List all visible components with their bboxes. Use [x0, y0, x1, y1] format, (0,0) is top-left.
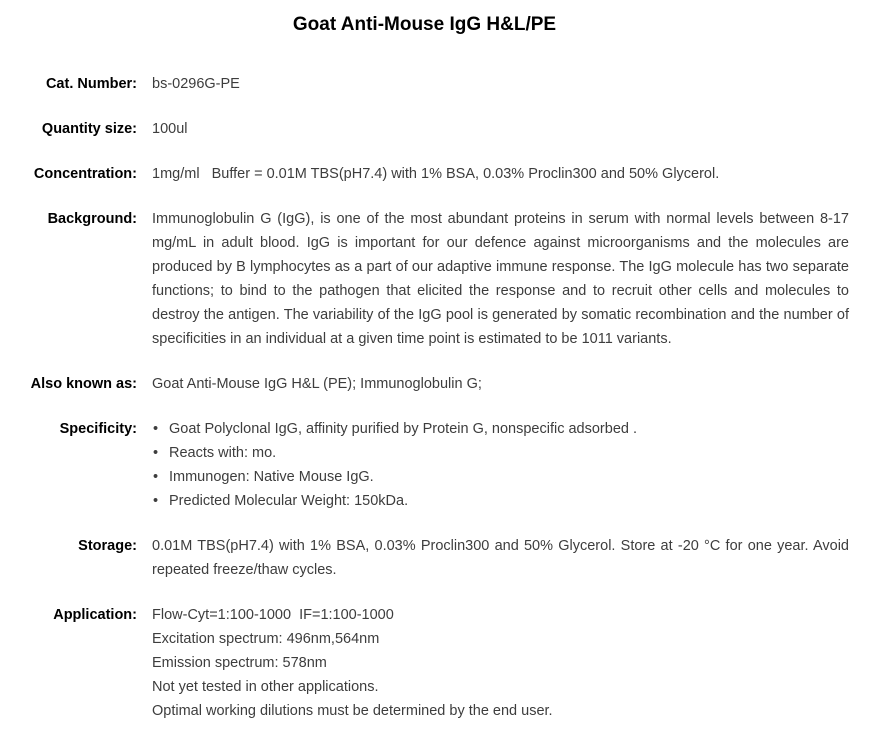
quantity-size-value: 100ul	[152, 121, 188, 137]
also-known-as-label: Also known as:	[30, 376, 137, 392]
cat-number-label: Cat. Number:	[45, 76, 137, 92]
specificity-item: • Goat Polyclonal IgG, affinity purified by Protein G, nonspecific adsorbed .	[152, 417, 849, 441]
field-row-also-known-as	[0, 372, 849, 396]
concentration-label: Concentration:	[33, 166, 137, 182]
cat-number-value: bs-0296G-PE	[152, 76, 240, 92]
application-line: Not yet tested in other applications.	[152, 679, 379, 695]
background-value: Immunoglobulin G (IgG), is one of the most abundant proteins in serum with normal levels between 8-17 mg/mL in adult blood. IgG is important for our defence against microorganisms and the molecules are produced by B lymphocytes as a part of our adaptive immune response. The IgG molecule has two separate functions; to bind to the pathogen that elicited the response and to recruit other cells and molecules to destroy the antigen. The variability of the IgG pool is generated by somatic recombination and the number of specificities in an individual at a given time point is estimated to be 1011 variants.	[152, 211, 849, 347]
specificity-label: Specificity:	[59, 421, 137, 437]
specificity-item: • Reacts with: mo.	[152, 441, 849, 465]
application-line: Optimal working dilutions must be determined by the end user.	[152, 703, 553, 719]
field-row-cat-number	[0, 72, 849, 96]
specificity-list	[152, 417, 849, 513]
field-row-storage	[0, 534, 849, 582]
also-known-as-value: Goat Anti-Mouse IgG H&L (PE); Immunoglobulin G;	[152, 376, 482, 392]
page-title: Goat Anti-Mouse IgG H&L/PE	[292, 14, 557, 35]
application-value	[152, 603, 849, 723]
application-line: Excitation spectrum: 496nm,564nm	[152, 631, 380, 647]
application-line: Flow-Cyt=1:100-1000 IF=1:100-1000	[152, 607, 394, 623]
quantity-size-label: Quantity size:	[41, 121, 137, 137]
storage-label: Storage:	[78, 538, 137, 554]
specificity-item: • Predicted Molecular Weight: 150kDa.	[152, 489, 849, 513]
background-label: Background:	[47, 211, 137, 227]
specificity-item: • Immunogen: Native Mouse IgG.	[152, 465, 849, 489]
storage-value: 0.01M TBS(pH7.4) with 1% BSA, 0.03% Proclin300 and 50% Glycerol. Store at -20 °C for one year. Avoid repeated freeze/thaw cycles.	[152, 538, 849, 578]
application-label: Application:	[53, 607, 137, 623]
application-line: Emission spectrum: 578nm	[152, 655, 327, 671]
field-row-specificity	[0, 417, 849, 513]
field-row-concentration	[0, 162, 849, 186]
field-row-quantity-size	[0, 117, 849, 141]
field-row-application	[0, 603, 849, 723]
field-row-background	[0, 207, 849, 351]
concentration-value: 1mg/ml Buffer = 0.01M TBS(pH7.4) with 1% BSA, 0.03% Proclin300 and 50% Glycerol.	[152, 166, 720, 182]
